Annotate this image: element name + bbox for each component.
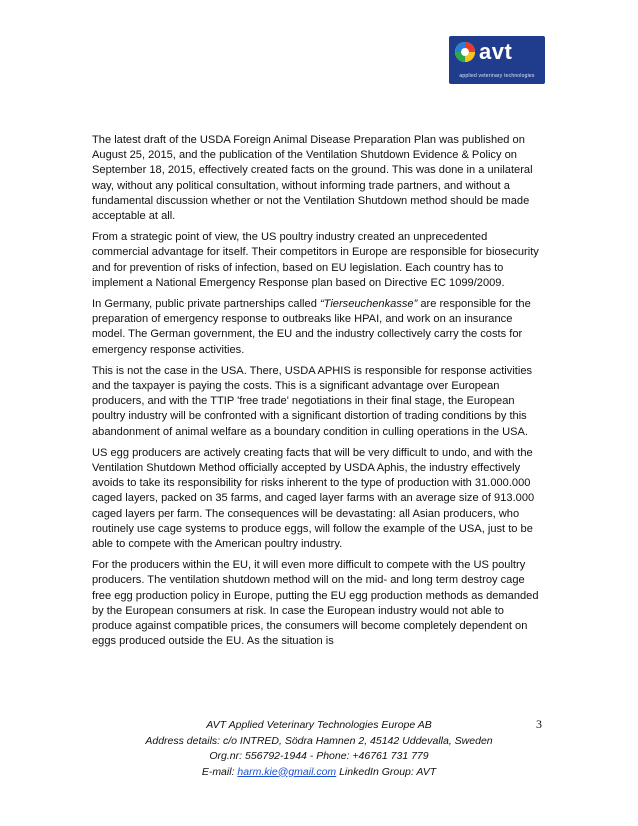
paragraph-6: For the producers within the EU, it will even more difficult to compete with the US poultry producers. The ventilation shutdown method will on the mid- and long term destroy cage free egg production policy in Europe, putting the EU egg production methods as demanded by the European consumers at risk. In case the European industry would not able to produce against compatible prices, the consumers will become completely dependent on eggs produced outside the EU. As the situation is [92, 559, 539, 648]
footer-email-label: E-mail: [201, 765, 238, 778]
paragraph-1: The latest draft of the USDA Foreign Animal Disease Preparation Plan was published on August 25, 2015, and the publication of the Ventilation Shutdown Evidence & Policy on September 18, 2015, effectively created facts on the ground. This was done in a unilateral way, without any political consultation, without informing trade partners, and without a fundamental discussion whether or not the Ventilation Shutdown method should be made acceptable at all. [92, 134, 533, 223]
paragraph-4: This is not the case in the USA. There, USDA APHIS is responsible for response activities and the taxpayer is paying the costs. This is a significant advantage over European producers, and with the TTIP 'free trade' negotiations in their final stage, the European poultry industry will be confronted with a significant distortion of trading conditions by this abandonment of animal welfare as a boundary condition in culling operations in the USA. [92, 364, 533, 438]
page-number: 3 [536, 717, 542, 731]
paragraph-3 [92, 297, 546, 358]
paragraph-2: From a strategic point of view, the US poultry industry created an unprecedented commercial advantage for itself. Their competitors in Europe are responsible for biosecurity and for prevention of risks of infection, based on EU legislation. Each country has to implement a National Emergency Response plan based on Directive EC 1099/2009. [92, 231, 539, 289]
document-body [92, 133, 546, 656]
paragraph-3-end: are responsible for the preparation of emergency response to outbreaks like HPAI, and work on an insurance model. The German government, the EU and the industry collectively carry the costs for emergency response activities. [92, 298, 531, 356]
avt-color-wheel-icon [454, 41, 476, 63]
email-link[interactable]: harm.kie@gmail.com [237, 765, 337, 778]
logo-tagline: applied veterinary technologies [459, 73, 535, 79]
footer-org-phone: Org.nr: 556792-1944 - Phone: +46761 731 779 [209, 750, 429, 762]
page-footer [92, 718, 546, 780]
paragraph-5: US egg producers are actively creating facts that will be very difficult to undo, and with the Ventilation Shutdown Method officially accepted by USDA Aphis, the industry effectively avoids to take its responsibility for risks inherent to the type of production with 31.000.000 caged layers, packed on 35 farms, and caged layer farms with an average size of 913.000 caged layers per farm. The consequences will be devastating: all Asian producers, who routinely use cage systems to produce eggs, will follow the example of the USA, just to be able to compete with the American poultry industry. [92, 446, 535, 551]
footer-address: Address details: c/o INTRED, Södra Hamnen 2, 45142 Uddevalla, Sweden [145, 734, 493, 747]
footer-company: AVT Applied Veterinary Technologies Europe AB [206, 719, 432, 731]
footer-contact [92, 765, 546, 781]
footer-linkedin: LinkedIn Group: AVT [336, 765, 437, 778]
paragraph-3-start: In Germany, public private partnerships called [92, 298, 320, 311]
tierseuchenkasse-term: “Tierseuchenkasse” [319, 298, 418, 311]
logo-wordmark: avt [479, 39, 513, 64]
avt-logo [449, 36, 545, 84]
